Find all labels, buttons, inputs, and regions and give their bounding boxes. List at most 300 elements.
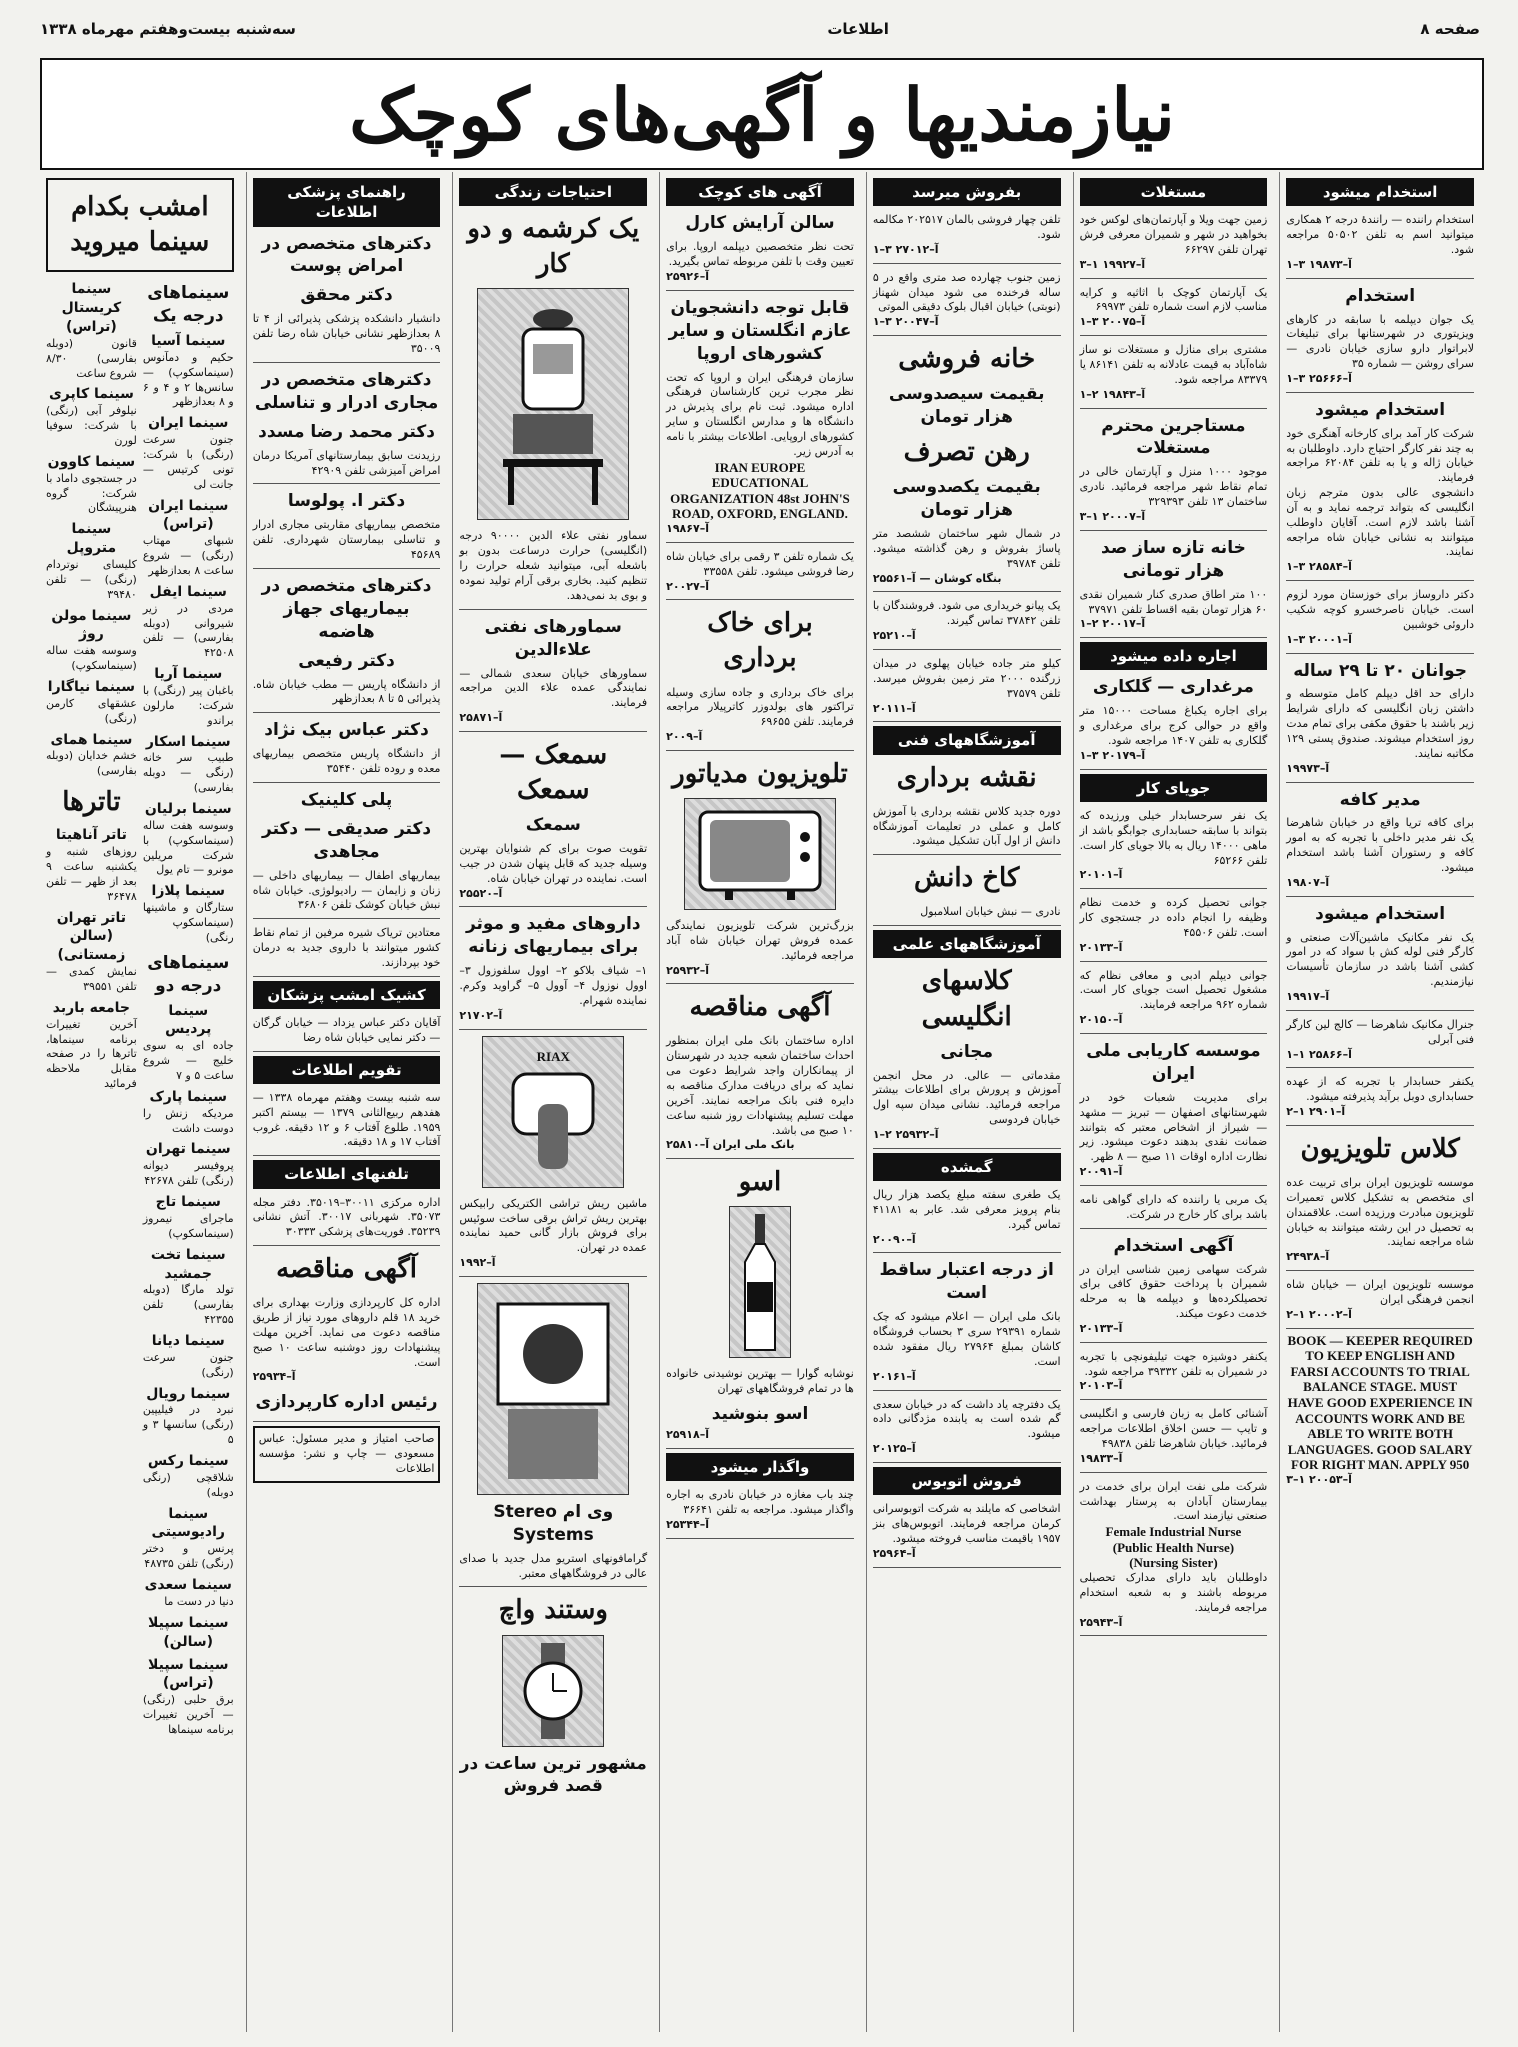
- doctor-name: دکتر صدیقی — دکتر مجاهدی: [262, 818, 432, 862]
- english-line: (Nursing Sister): [1129, 1555, 1218, 1571]
- column-employment: [1279, 172, 1480, 2032]
- page-number: صفحه ۸: [1420, 20, 1480, 38]
- cinema-name: سینما ایفل: [149, 583, 227, 600]
- classified-ad: [1080, 283, 1268, 337]
- ad-title: دکترهای متخصص در بیماریهای جهاز هاضمه: [261, 575, 432, 642]
- cinema-program: نبرد در فیلیپین (رنگی) سانسها ۳ و ۵: [142, 1403, 234, 1447]
- ad-text: بیماریهای اطفال — بیماریهای داخلی — زنان و زایمان — رادیولوژی. خیابان شاه نبش خیابان کوشک تلفن ۳۶۸۰۶: [252, 868, 441, 912]
- bottle-illustration: [729, 1206, 791, 1358]
- classified-ad: [873, 654, 1061, 722]
- ad-text: موسسه تلویزیون ایران — خیابان شاه انجمن فرهنگی ایران: [1286, 1278, 1474, 1306]
- classified-ad: [873, 802, 1061, 856]
- ad-title: سالن آرایش کارل: [685, 213, 835, 234]
- section-header: آموزشگاههای علمی: [873, 930, 1061, 958]
- ad-title: استخدام میشود: [1315, 399, 1446, 420]
- english-address: IRAN EUROPE EDUCATIONAL ORGANIZATION 48st JOHN'S ROAD, OXFORD, ENGLAND.: [670, 459, 850, 522]
- classified-ad: [253, 744, 441, 783]
- ad-code: ۱–۲ آ–۱۹۸۴۳: [1079, 387, 1146, 401]
- ad-title: تلویزیون مدیاتور: [672, 758, 848, 789]
- cinema-name: سینما پلازا: [151, 883, 225, 900]
- cinema-program: خشم خدایان (دوبله بفارسی): [45, 749, 137, 778]
- ad-text: گرامافونهای استریو مدل جدید با صدای عالی در فروشگاههای معتبر.: [459, 1551, 648, 1580]
- ad-code: آ–۲۵۹۳۴: [252, 1370, 296, 1384]
- ad-code: آ–۲۵۳۴۴: [666, 1517, 709, 1531]
- cinema-name: سینما دیانا: [151, 1332, 225, 1349]
- ad-subtitle: بقیمت سیصدوسی هزار تومان: [888, 384, 1045, 428]
- ad-code: آ–۱۹۸۰۷: [1286, 875, 1330, 889]
- cinema-name: سینما همای: [50, 731, 133, 748]
- ad-text: جنرال مکانیک شاهرضا — کالج لین کارگر فنی آبرلی: [1286, 1017, 1474, 1046]
- ad-text: کیلو متر جاده خیابان پهلوی در میدان زرگنده ۲۰۰۰ متر زمین بفروش میرسد. تلفن ۳۷۵۷۹: [872, 657, 1061, 700]
- cinema-name: سینما رادیوسیتی: [151, 1505, 225, 1541]
- classified-ad: [459, 839, 647, 907]
- cinema-program: وسوسه هفت ساله (سینماسکوپ): [45, 644, 137, 673]
- section-header: راهنمای پزشکی اطلاعات: [253, 178, 441, 227]
- ad-code: ۳–۱ آ–۲۰۰۰۷: [1079, 509, 1146, 523]
- ad-text: مقدماتی — عالی. در محل انجمن آموزش و پرورش برای اطلاعات بیشتر مراجعه فرمائید. نشانی میدان سپه اول خیابان فردوسی: [872, 1068, 1061, 1127]
- ad-text: موجود ۱۰۰۰ منزل و آپارتمان خالی در تمام نقاط شهر مراجعه فرمائید. نادری ساختمان ۱۳ تلفن ۳۲۹۳۹۳: [1079, 465, 1268, 509]
- ad-text: دارای حد اقل دیپلم کامل متوسطه و داشتن زبان انگلیسی که دارای شرایط زیر باشند با حقوق مکفی برای تمام مدت روز استخدام میشوند. صندوق پستی ۱۲۹ مکاتبه نمایند.: [1286, 687, 1474, 760]
- cinema-columns: [46, 276, 234, 1738]
- ad-code: بنگاه کوشان — آ–۲۵۵۶۱: [872, 571, 1002, 585]
- columns: [40, 172, 1480, 2032]
- classified-ad: [1080, 1260, 1268, 1343]
- classified-ad: [459, 1549, 647, 1588]
- cinema-program: قانون (دوبله بفارسی) ۸/۳۰ شروع ساعت: [45, 336, 137, 380]
- ad-text: یک طغری سفته مبلغ یکصد هزار ریال بنام پرویز معرفی شد. عابر به ۴۱۱۸۱ تماس گیرد.: [872, 1188, 1061, 1231]
- cinema-name: سینما برلیان: [144, 801, 232, 818]
- ad-title: داروهای مفید و موثر برای بیماریهای زنانه: [465, 914, 641, 958]
- cinema-name: سینما تخت جمشید: [150, 1246, 226, 1282]
- ad-text: یک جوان دیپلمه با سابقه در کارهای ویزیتوری در شهرستانها برای تبلیغات لابراتوار دارو سازی خیابان نادری — سرای روشن — شماره ۳۵: [1286, 312, 1474, 371]
- ad-title: رهن تصرف: [903, 437, 1030, 468]
- section-header: آگهی های کوچک: [666, 178, 854, 206]
- ad-title: برای خاک برداری: [707, 608, 813, 674]
- ad-text: بانک ملی ایران — اعلام میشود که چک شماره ۲۹۳۹۱ سری ۳ بحساب فروشگاه کاشان بمبلغ ۲۷۹۶۴ ریال مفقود شده است.: [872, 1310, 1061, 1368]
- ad-text: دکتر داروساز برای خوزستان مورد لزوم است. خیابان ناصرخسرو کوچه شکیب داروئی خوشبین: [1286, 588, 1474, 631]
- ad-code: ۱–۳ آ–۲۰۱۷۹: [1079, 748, 1146, 762]
- classified-ad: [873, 902, 1061, 926]
- section-header: جویای کار: [1080, 774, 1268, 802]
- doctor-name: دکتر ا. پولوسا: [287, 491, 406, 512]
- cinema-program: جنون سرعت (رنگی): [142, 1350, 234, 1379]
- issue-date: سه‌شنبه بیست‌وهفتم مهرماه ۱۳۳۸: [40, 20, 296, 38]
- ad-code: بانک ملی ایران آ–۲۵۸۱۰: [666, 1138, 795, 1152]
- cinema-program: پرنس و دختر (رنگی) تلفن ۴۸۷۳۵: [142, 1542, 234, 1571]
- ad-text: برای کافه تریا واقع در خیابان شاهرضا یک نفر مدیر داخلی با تجربه که به امور کافه و رستوران آشنا باشد استخدام میشود.: [1286, 816, 1474, 874]
- theatre-program: نمایش کمدی — تلفن ۳۹۵۵۱: [45, 965, 137, 994]
- classified-ad: [1080, 1404, 1268, 1472]
- classified-ad: [253, 1293, 441, 1422]
- ad-code: آ–۲۵۹۳۲: [666, 963, 709, 977]
- ad-title: وستند واچ: [498, 1595, 608, 1626]
- section-header: امشب بکدام سینما میروید: [70, 192, 210, 258]
- ad-text: دوره جدید کلاس نقشه برداری با آموزش کامل و عملی در تعلیمات آموزشگاه دانش از اول آبان تشکیل میشود.: [872, 804, 1061, 848]
- cinema-program: برق حلبی (رنگی) — آخرین تغییرات برنامه سینماها: [142, 1693, 234, 1736]
- ad-text: شرکت کار آمد برای کارخانه آهنگری خود به چند نفر کارگر احتیاج دارد. داوطلبان به خیابان ژاله و یا به تلفن ۶۲۰۸۴ مراجعه فرمایند.: [1286, 426, 1474, 485]
- ad-text: یکنفر دوشیزه جهت تیلیفونچی با تجربه در شمیران به تلفن ۳۹۳۳۲ مراجعه شود.: [1079, 1349, 1268, 1378]
- classified-ad: [873, 1307, 1061, 1390]
- classified-ad: [253, 446, 441, 485]
- ad-title: خانه تازه ساز صد هزار تومانی: [1101, 537, 1246, 581]
- classified-ad: [253, 1088, 441, 1156]
- ad-text: شرکت ملی نفت ایران برای خدمت در بیمارستان آبادان به پرستار بهداشت صنعتی نیازمند است.: [1079, 1479, 1268, 1523]
- ad-code: آ–۱۹۹۲: [459, 1256, 496, 1270]
- bottle-icon: [740, 1212, 780, 1352]
- classifieds-banner: نیازمندیها و آگهی‌های کوچک: [40, 58, 1484, 170]
- classified-ad: [873, 1066, 1061, 1149]
- ad-text: یک نفر سرحسابدار خیلی ورزیده که بتواند با سابقه حسابداری جوابگو باشد از ماهی ۱۴۰۰۰ ریال به بالا جویای کار است. تلفن ۶۵۲۶۶: [1079, 809, 1268, 867]
- ad-text: شرکت سهامی زمین شناسی ایران در شمیران با پرداخت حقوق کافی برای تحصیلکرده‌ها و دیپلمه ها به مرحله خدمت دعوت میکند.: [1079, 1262, 1268, 1321]
- cinema-list-b: [46, 276, 137, 1738]
- classified-ad: [1080, 701, 1268, 769]
- cinema-program: مردیکه زنش را دوست داشت: [142, 1106, 234, 1135]
- classified-ad: [1080, 1190, 1268, 1229]
- ad-code: ۱–۳ آ–۲۵۶۶۶: [1286, 371, 1352, 385]
- ad-text: ۱۰۰ متر اطاق صدری کنار شمیران نقدی ۶۰ هزار تومان بقیه اقساط تلفن ۳۷۹۷۱: [1079, 587, 1268, 616]
- ad-text: تحت نظر متخصصین دیپلمه اروپا. برای تعیین وقت با تلفن مربوطه تماس بگیرید.: [666, 240, 854, 269]
- cinema-name: سینما پردیس: [165, 1002, 212, 1038]
- ad-text: سماورهای خیابان سعدی شمالی — نمایندگی عمده علاء الدین مراجعه فرمایند.: [459, 666, 648, 710]
- classified-ad: [873, 268, 1061, 336]
- ad-title: نقشه برداری: [896, 762, 1037, 793]
- classified-ad: [1286, 684, 1474, 782]
- ad-code: آ–۲۵۹۶۴: [872, 1546, 916, 1560]
- section-header: احتیاجات زندگی: [459, 178, 647, 206]
- cinema-name: سینما ایران (تراس): [148, 497, 229, 533]
- ad-text: اداره ساختمان بانک ملی ایران بمنظور احداث ساختمان شعبه جدید در شهرستان از پیمانکاران واجد شرایط دعوت می نماید که برای دریافت مدارک مناقصه به دایره فنی بانک مراجعه نمایند. آخرین مهلت تسلیم پیشنهادات روز شنبه ساعت ۱۰ صبح می باشد.: [666, 1034, 854, 1137]
- ad-title: کاخ دانش: [914, 863, 1020, 894]
- classified-ad: [253, 675, 441, 714]
- samovar-illustration: [477, 288, 629, 520]
- ad-text: برای خاک برداری و جاده سازی وسیله تراکتور های بولدوزر کاترپیلار مراجعه فرمایند. تلفن ۶۹۶۵۵: [666, 685, 854, 729]
- classified-ad: [873, 1185, 1061, 1253]
- ad-code: ۲–۱ آ–۲۰۰۰۲: [1286, 1307, 1352, 1321]
- brand-name: RIAX: [536, 1048, 570, 1064]
- cinema-box: [46, 178, 234, 272]
- ad-title: اسو: [738, 1167, 782, 1198]
- ad-text: در شمال شهر ساختمان ششصد متر پاساژ بفروش و رهن گذاشته میشود. تلفن ۳۹۷۸۴: [872, 527, 1061, 570]
- cinema-name: سینما پارک: [149, 1088, 228, 1105]
- english-line: Female Industrial Nurse: [1105, 1524, 1242, 1540]
- classified-ad: [1286, 1275, 1474, 1329]
- ad-text: تلفن چهار فروشی بالمان ۲۰۲۵۱۷ مکالمه شود.: [872, 213, 1061, 242]
- ad-title: مدیر کافه: [1339, 789, 1421, 810]
- theatre-name: تاتر آناهیتا: [55, 827, 127, 844]
- section-header: فروش اتوبوس: [873, 1467, 1061, 1495]
- classified-ad: [459, 664, 647, 732]
- cinema-name: سینما تاج: [155, 1194, 221, 1211]
- classified-ad: [1080, 1347, 1268, 1401]
- cinema-class-title: سینماهای درجه دو: [147, 952, 230, 996]
- classified-ad: [253, 923, 441, 977]
- ad-text: رزیدنت سابق بیمارستانهای آمریکا درمان امراض آمیزشی تلفن ۴۲۹۰۹: [252, 448, 441, 477]
- watch-icon: [513, 1641, 593, 1741]
- section-header: اجاره داده میشود: [1080, 642, 1268, 670]
- classified-ad: [666, 547, 854, 601]
- classified-ad: [1286, 210, 1474, 278]
- classified-ad: [1080, 1088, 1268, 1186]
- cinema-name: سینما آریا: [154, 666, 223, 683]
- ad-text: جوانی تحصیل کرده و خدمت نظام وظیفه را انجام داده در جستجوی کار است. تلفن ۴۵۵۰۶: [1079, 896, 1268, 939]
- ad-code: آ–۲۰۱۱۱: [872, 701, 916, 715]
- cinema-name: سینما سپیلا (تراس): [147, 1656, 229, 1692]
- cinema-program: ستارگان و ماشینها (سینماسکوپ رنگی): [142, 901, 234, 944]
- ad-text: یک نفر مکانیک ماشین‌آلات صنعتی و کارگر فنی لوله کش با سواد که در امور کشی آشنا باشد در سازمان تأسیسات نیازمندیم.: [1286, 930, 1474, 989]
- ad-code: ۱–۳ آ–۲۰۰۰۱: [1286, 632, 1352, 646]
- cinema-name: سینما کاوون: [47, 453, 136, 470]
- ad-code: آ–۲۱۷۰۲: [459, 1008, 503, 1022]
- ad-slogan: اسو بنوشید: [711, 1404, 809, 1424]
- classified-ad: [1080, 1477, 1268, 1637]
- ad-text: اداره کل کارپردازی وزارت بهداری برای خرید ۱۸ قلم داروهای مورد نیاز از طریق مناقصه دعوت می نماید. آخرین مهلت پیشنهادات روز دوشنبه ساعت ۱۰ صبح است.: [252, 1296, 441, 1369]
- classified-ad: [666, 1364, 854, 1448]
- ad-code: ۱–۳ آ–۲۸۵۸۴: [1286, 560, 1352, 574]
- ad-code: ۱–۳ آ–۲۷۰۱۲: [872, 242, 939, 256]
- section-header: واگذار میشود: [666, 1453, 854, 1481]
- ad-title: آگهی استخدام: [1113, 1235, 1234, 1256]
- ad-text: از دانشگاه پاریس — مطب خیابان شاه. پذیرائی ۵ تا ۸ بعدازظهر: [252, 677, 441, 706]
- classified-ad: [1286, 1015, 1474, 1069]
- cinema-name: سینما سعدی: [144, 1576, 232, 1593]
- cinema-program: نیلوفر آبی (رنگی) با شرکت: سوفیا لورن: [45, 404, 137, 447]
- ad-code: ۱–۲ آ–۲۰۰۱۷: [1079, 617, 1146, 631]
- classified-ad: [1286, 585, 1474, 653]
- classified-ad: [1080, 340, 1268, 408]
- ad-code: آ–۱۹۸۶۷: [666, 521, 709, 535]
- column-small-ads: [659, 172, 860, 2032]
- cinema-program: شبهای مهتاب (رنگی) — شروع ساعت ۸ بعدازظهر: [142, 534, 234, 578]
- ad-text: یک شماره تلفن ۳ رقمی برای خیابان شاه رضا فروشی میشود. تلفن ۳۳۵۵۸: [666, 549, 854, 578]
- ad-code: آ–۲۵۵۲۰: [459, 886, 503, 900]
- classified-ad: [873, 524, 1061, 592]
- ad-slogan: مشهور ترین ساعت در قصد فروش: [459, 1753, 647, 1797]
- classified-ad: [666, 683, 854, 751]
- ad-code: آ–۲۵۹۱۸: [666, 1427, 709, 1441]
- classified-ad: [666, 368, 854, 543]
- shaver-illustration: [482, 1036, 624, 1188]
- ad-text: داوطلبان باید دارای مدارک تحصیلی مربوطه باشند و به شعبه استخدام مراجعه فرمایند.: [1079, 1570, 1268, 1614]
- ad-code: آ–۲۰۰۲۷: [666, 579, 709, 593]
- cinema-name: سینما نیاگارا: [47, 679, 135, 696]
- ad-subtitle: سمعک: [525, 815, 581, 836]
- paper-name: اطلاعات: [827, 20, 889, 38]
- publisher-footer: صاحب امتیاز و مدیر مسئول: عباس مسعودی — چاپ و نشر: مؤسسه اطلاعات: [253, 1426, 441, 1483]
- cinema-name: سینما رویال: [146, 1385, 231, 1402]
- cinema-name: سینما مولن روژ: [51, 607, 132, 643]
- column-for-sale: [866, 172, 1067, 2032]
- classified-ad: [1286, 813, 1474, 896]
- classified-ad: [873, 1499, 1061, 1567]
- ad-title: آگهی مناقصه: [276, 1254, 417, 1285]
- ad-title: مستاجرین محترم مستغلات: [1101, 415, 1246, 459]
- cinema-program: کلیسای نوتردام (رنگی) — تلفن ۳۹۴۸۰: [45, 558, 137, 601]
- section-header: بفروش میرسد: [873, 178, 1061, 206]
- section-header: کشیک امشب پزشکان: [253, 981, 441, 1009]
- section-header: استخدام میشود: [1286, 178, 1474, 206]
- tv-icon: [695, 807, 825, 902]
- cinema-program: وسوسه هفت ساله (سینماسکوپ) با شرکت مریلین مونرو — تام یول: [142, 818, 234, 877]
- ad-code: ۱–۳ آ–۱۹۸۷۳: [1286, 257, 1352, 271]
- ad-text: یک دفترچه یاد داشت که در خیابان سعدی گم شده است به یابنده مژدگانی داده میشود.: [872, 1397, 1061, 1441]
- classified-ad: [253, 866, 441, 920]
- ad-text: زمین جنوب چهارده صد متری واقع در ۵ ساله فرخنده می شود میدان شهناز (نوبتی) خیابان اقبال بلوک دقیقی الموتی: [872, 270, 1061, 314]
- cinema-program: دنیا در دست ما: [164, 1594, 234, 1608]
- ad-title: کلاس تلویزیون: [1300, 1133, 1460, 1164]
- cinema-program: شلاقچی (رنگی دوبله): [142, 1470, 234, 1499]
- classified-ad: [873, 596, 1061, 650]
- section-header: تقویم اطلاعات: [253, 1056, 441, 1084]
- ad-code: آ–۲۰۱۰۳: [1079, 1379, 1123, 1393]
- ad-text: آشنائی کامل به زبان فارسی و انگلیسی و تایپ — حسن اخلاق اطلاعات مراجعه فرمائید. خیابان شاهرضا تلفن ۴۹۸۳۸: [1079, 1407, 1268, 1450]
- ad-title: از درجه اعتبار ساقط است: [879, 1260, 1054, 1304]
- cinema-program: تولد مارگا (دوبله بفارسی) تلفن ۴۲۳۵۵: [142, 1283, 234, 1327]
- classified-ad: [1286, 928, 1474, 1011]
- cinema-name: سینما ایران: [148, 415, 229, 432]
- ad-text: بزرگ‌ترین شرکت تلویزیون نمایندگی عمده فروش تهران خیابان شاه آباد مراجعه فرمائید.: [666, 919, 854, 962]
- theatre-name: جامعه باربد: [52, 999, 130, 1016]
- ad-text: تقویت صوت برای کم شنوایان بهترین وسیله جدید که قابل پنهان شدن در جیب است. نماینده در تهران خیابان شاه.: [459, 842, 648, 885]
- cinema-name: سینما سپیلا (سالن): [147, 1614, 229, 1650]
- classified-ad: [253, 1193, 441, 1247]
- stereo-icon: [488, 1294, 618, 1484]
- ad-text: دانشیار دانشکده پزشکی پذیرائی از ۴ تا ۸ بعدازظهر نشانی خیابان شاه رضا تلفن ۳۵۰۰۹: [252, 312, 441, 355]
- cinema-list-a: [143, 276, 234, 1738]
- ad-title: استخدام: [1345, 285, 1416, 306]
- ad-text: ۱– شیاف بلاکو ۲– اوول سلفوزول ۳– اوول نوزول ۴– آوول ۵– گراوید وکرم. نماینده شهرام.: [459, 964, 648, 1007]
- samovar-icon: [493, 299, 613, 509]
- ad-text: معتادین تریاک شیره مرفین از تمام نقاط کشور میتوانند با داروی جدید به درمان خود بپردازند.: [252, 926, 441, 969]
- ad-text: متخصص بیماریهای مقاربتی مجاری ادرار و تناسلی بیمارستان شهرداری. تلفن ۴۵۶۸۹: [252, 518, 441, 561]
- brand-name: وی ام Stereo Systems: [493, 1501, 614, 1545]
- column-cinemas: [40, 172, 240, 2032]
- cinema-program: مردی در زیر شیروانی (دوبله بفارسی) — تلفن ۴۲۵۰۸: [142, 601, 234, 660]
- cinema-program: باغبان پیر (رنگی) با شرکت: مارلون براندو: [142, 684, 234, 727]
- ad-title: کلاسهای انگلیسی: [921, 966, 1012, 1032]
- watch-illustration: [502, 1635, 604, 1747]
- classified-ad: [253, 1013, 441, 1052]
- ad-title: موسسه کاریابی ملی ایران: [1086, 1040, 1261, 1084]
- cinema-name: سینما کریستال (تراس): [61, 281, 122, 335]
- classified-ad: [1080, 966, 1268, 1034]
- ad-title: استخدام میشود: [1315, 903, 1446, 924]
- ad-text: یکنفر حسابدار با تجربه که از عهده حسابداری دوبل برآید پذیرفته میشود.: [1286, 1075, 1474, 1104]
- ad-code: آ–۲۰۰۹۰: [872, 1232, 916, 1246]
- ad-title: قابل توجه دانشجویان عازم انگلستان و سایر کشورهای اروپا: [668, 297, 852, 364]
- ad-code: آ–۲۵۸۷۱: [459, 711, 503, 725]
- theatres-title: تاترها: [62, 787, 121, 818]
- column-real-estate: [1073, 172, 1274, 2032]
- ad-title: دکترهای متخصص در مجاری ادرار و تناسلی: [254, 369, 439, 413]
- cinema-program: پروفیسر دیوانه (رنگی) تلفن ۴۲۶۷۸: [142, 1159, 234, 1188]
- classified-ad: [666, 1031, 854, 1159]
- classified-ad: [1080, 585, 1268, 639]
- ad-code: ۲–۱ آ–۲۹۰۱: [1286, 1105, 1346, 1119]
- cinema-name: سینما رکس: [147, 1452, 229, 1469]
- theatre-program: آخرین تغییرات برنامه سینماها، تاترها را در صفحه مقابل ملاحظه فرمائید: [45, 1017, 137, 1091]
- cinema-name: سینما اسکار: [145, 733, 231, 750]
- classified-ad: [1080, 462, 1268, 530]
- ad-text: سماور نفتی علاء الدین ۹۰۰۰۰ درجه (انگلیسی) حرارت درساعت بدون بو باشعله آبی، میتوانید شعله حرارت را تنظیم کنید. بخاری برقی آرام تولید نموده و بوی بد نمی‌دهد.: [459, 529, 648, 602]
- ad-text: اشخاصی که مایلند به شرکت اتوبوسرانی کرمان مراجعه فرمایند. اتوبوس‌های بنز ۱۹۵۷ باقیمت مناسب فروخته میشود.: [872, 1502, 1061, 1545]
- cinema-program: عشقهای کارمن (رنگی): [45, 696, 137, 725]
- ad-text: اداره مرکزی ۳۰۰۱۱–۳۵۰۱۹. دفتر مجله ۳۵۰۷۳. شهربانی ۳۰۰۱۷. آتش نشانی ۳۵۲۳۹. فوریت‌های پزشکی ۳۰۳۳۳: [252, 1195, 441, 1239]
- ad-text: سه شنبه بیست وهفتم مهرماه ۱۳۳۸ — هفدهم ربیع‌الثانی ۱۳۷۹ — بیستم اکتبر ۱۹۵۹. طلوع آفتاب ۶ و ۱۲ دقیقه. غروب آفتاب ۱۷ و ۱۸ دقیقه.: [252, 1090, 441, 1149]
- ad-subtitle: بقیمت یکصدوسی هزار تومان: [892, 477, 1041, 521]
- ad-subtitle: مجانی: [940, 1041, 994, 1062]
- classified-ad: [873, 210, 1061, 264]
- theatre-program: روزهای شنبه و یکشنبه ساعت ۹ بعد از ظهر — تلفن ۳۶۴۷۸: [45, 845, 137, 903]
- ad-code: آ–۱۹۸۳۳: [1079, 1451, 1123, 1465]
- cinema-program: طبیب سر خانه (رنگی — دوبله بفارسی): [142, 751, 234, 795]
- english-line: (Public Health Nurse): [1112, 1539, 1235, 1555]
- ad-code: آ–۲۵۹۴۳: [1079, 1615, 1123, 1629]
- ad-text: چند باب مغازه در خیابان نادری به اجاره واگذار میشود. مراجعه به تلفن ۳۶۶۴۱: [666, 1488, 854, 1516]
- stereo-illustration: [477, 1283, 629, 1495]
- ad-code: آ–۲۵۲۱۰: [872, 629, 916, 643]
- ad-code: آ–۱۹۹۱۷: [1286, 990, 1330, 1003]
- ad-title: سمعک — سمعک: [499, 739, 608, 805]
- classified-ad: [666, 916, 854, 984]
- ad-code: ۳–۱ آ–۱۹۹۲۷: [1079, 257, 1146, 271]
- classified-ad: [253, 309, 441, 363]
- cinema-program: جاده ای به سوی خلیج — شروع ساعت ۵ و ۷: [142, 1039, 234, 1083]
- ad-text: مشتری برای منازل و مستغلات نو ساز شاه‌آباد به قیمت عادلانه به تلفن ۸۶۱۴۱ یا ۸۳۳۷۹ مراجعه شود.: [1079, 343, 1268, 386]
- theatre-name: تاتر تهران (سالن زمستانی): [56, 909, 127, 964]
- ad-text: ماشین ریش تراشی الکتریکی رابیکس بهترین ریش تراش برقی ساخت سوئیس برای فروش بازار گانی حمید نماینده عمده در تهران.: [459, 1196, 648, 1255]
- ad-code: آ–۲۵۹۲۶: [666, 269, 709, 283]
- television-illustration: [684, 798, 836, 910]
- cinema-program: حکیم و دمآنوس (سینماسکوپ) — سانس‌ها ۲ و ۴ و ۶ و ۸ بعدازظهر: [142, 350, 234, 409]
- ad-title: مرغداری — گلکاری: [1092, 677, 1254, 698]
- doctor-name: دکتر محمد رضا مسدد: [258, 421, 435, 442]
- ad-title: پلی کلینیک: [300, 789, 393, 810]
- ad-title: سماورهای نفتی علاءالدین: [484, 616, 622, 660]
- ad-text: جوانی دیپلم ادبی و معافی نظام که مشغول تحصیل است جویای کار است. شماره ۹۶۲ مراجعه فرمایند.: [1079, 968, 1268, 1012]
- ad-text: یک آپارتمان کوچک با اثاثیه و کرایه مناسب لازم است شماره تلفن ۶۹۹۷۳: [1079, 285, 1268, 314]
- classified-ad: [459, 526, 647, 609]
- classified-ad: [1286, 310, 1474, 393]
- classified-ad: [253, 515, 441, 569]
- section-header: مستغلات: [1080, 178, 1268, 206]
- ad-code: ۳–۱ آ–۲۰۰۵۳: [1286, 1472, 1352, 1486]
- ad-code: آ–۲۰۱۵۰: [1079, 1013, 1123, 1027]
- doctor-name: دکتر رفیعی: [298, 650, 395, 671]
- ad-text: یک مربی یا راننده که دارای گواهی نامه باشد برای کار خارج در شرکت.: [1079, 1192, 1268, 1221]
- ad-title: یک کرشمه و دو کار: [467, 214, 640, 280]
- ad-title: خانه فروشی: [898, 344, 1036, 375]
- classified-ad: [873, 1395, 1061, 1463]
- ad-text: دانشجوی عالی بدون مترجم زبان انگلیسی که بتواند ترجمه نماید و به آن آشنا باشد لازم است. آقایان داوطلب میتوانند به نشانی خیابان شاه مراجعه نمایند.: [1286, 486, 1474, 559]
- classified-ad: [1286, 1072, 1474, 1126]
- ad-title: دکترهای متخصص در امراض پوست: [261, 233, 432, 277]
- ad-text: نوشابه گوارا — بهترین نوشیدنی خانواده ها در تمام فروشگاههای تهران: [666, 1367, 854, 1396]
- section-header: آموزشگاههای فنی: [873, 726, 1061, 754]
- cinema-class-title: سینماهای درجه یک: [147, 283, 230, 327]
- ad-text: برای مدیریت شعبات خود در شهرستانهای اصفهان — تبریز — مشهد — شیراز از اشخاص معتبر که بتوانند ضمانت نقدی بدهند دعوت میشود. زیر نظارت اداره اوقات ۱۱ صبح — ۸ ظهر.: [1079, 1090, 1268, 1164]
- doctor-name: دکتر محقق: [300, 285, 393, 306]
- ad-text: برای اجاره یکباغ مساحت ۱۵۰۰۰ متر واقع در حوالی کرج برای مرغداری و گلکاری به تلفن ۱۴۰۷ مراجعه شود.: [1079, 704, 1268, 748]
- cinema-program: ماجرای نیمروز (سینماسکوپ): [142, 1211, 234, 1240]
- shaver-icon: [503, 1064, 603, 1174]
- column-medical: [246, 172, 447, 2032]
- ad-code: ۱–۳ آ–۲۰۰۴۷: [872, 315, 939, 329]
- classified-ad: [459, 1194, 647, 1277]
- classified-ad: [1286, 424, 1474, 581]
- page-header: [40, 18, 1480, 40]
- cinema-name: سینما تهران: [145, 1141, 231, 1158]
- classified-ad: [666, 237, 854, 291]
